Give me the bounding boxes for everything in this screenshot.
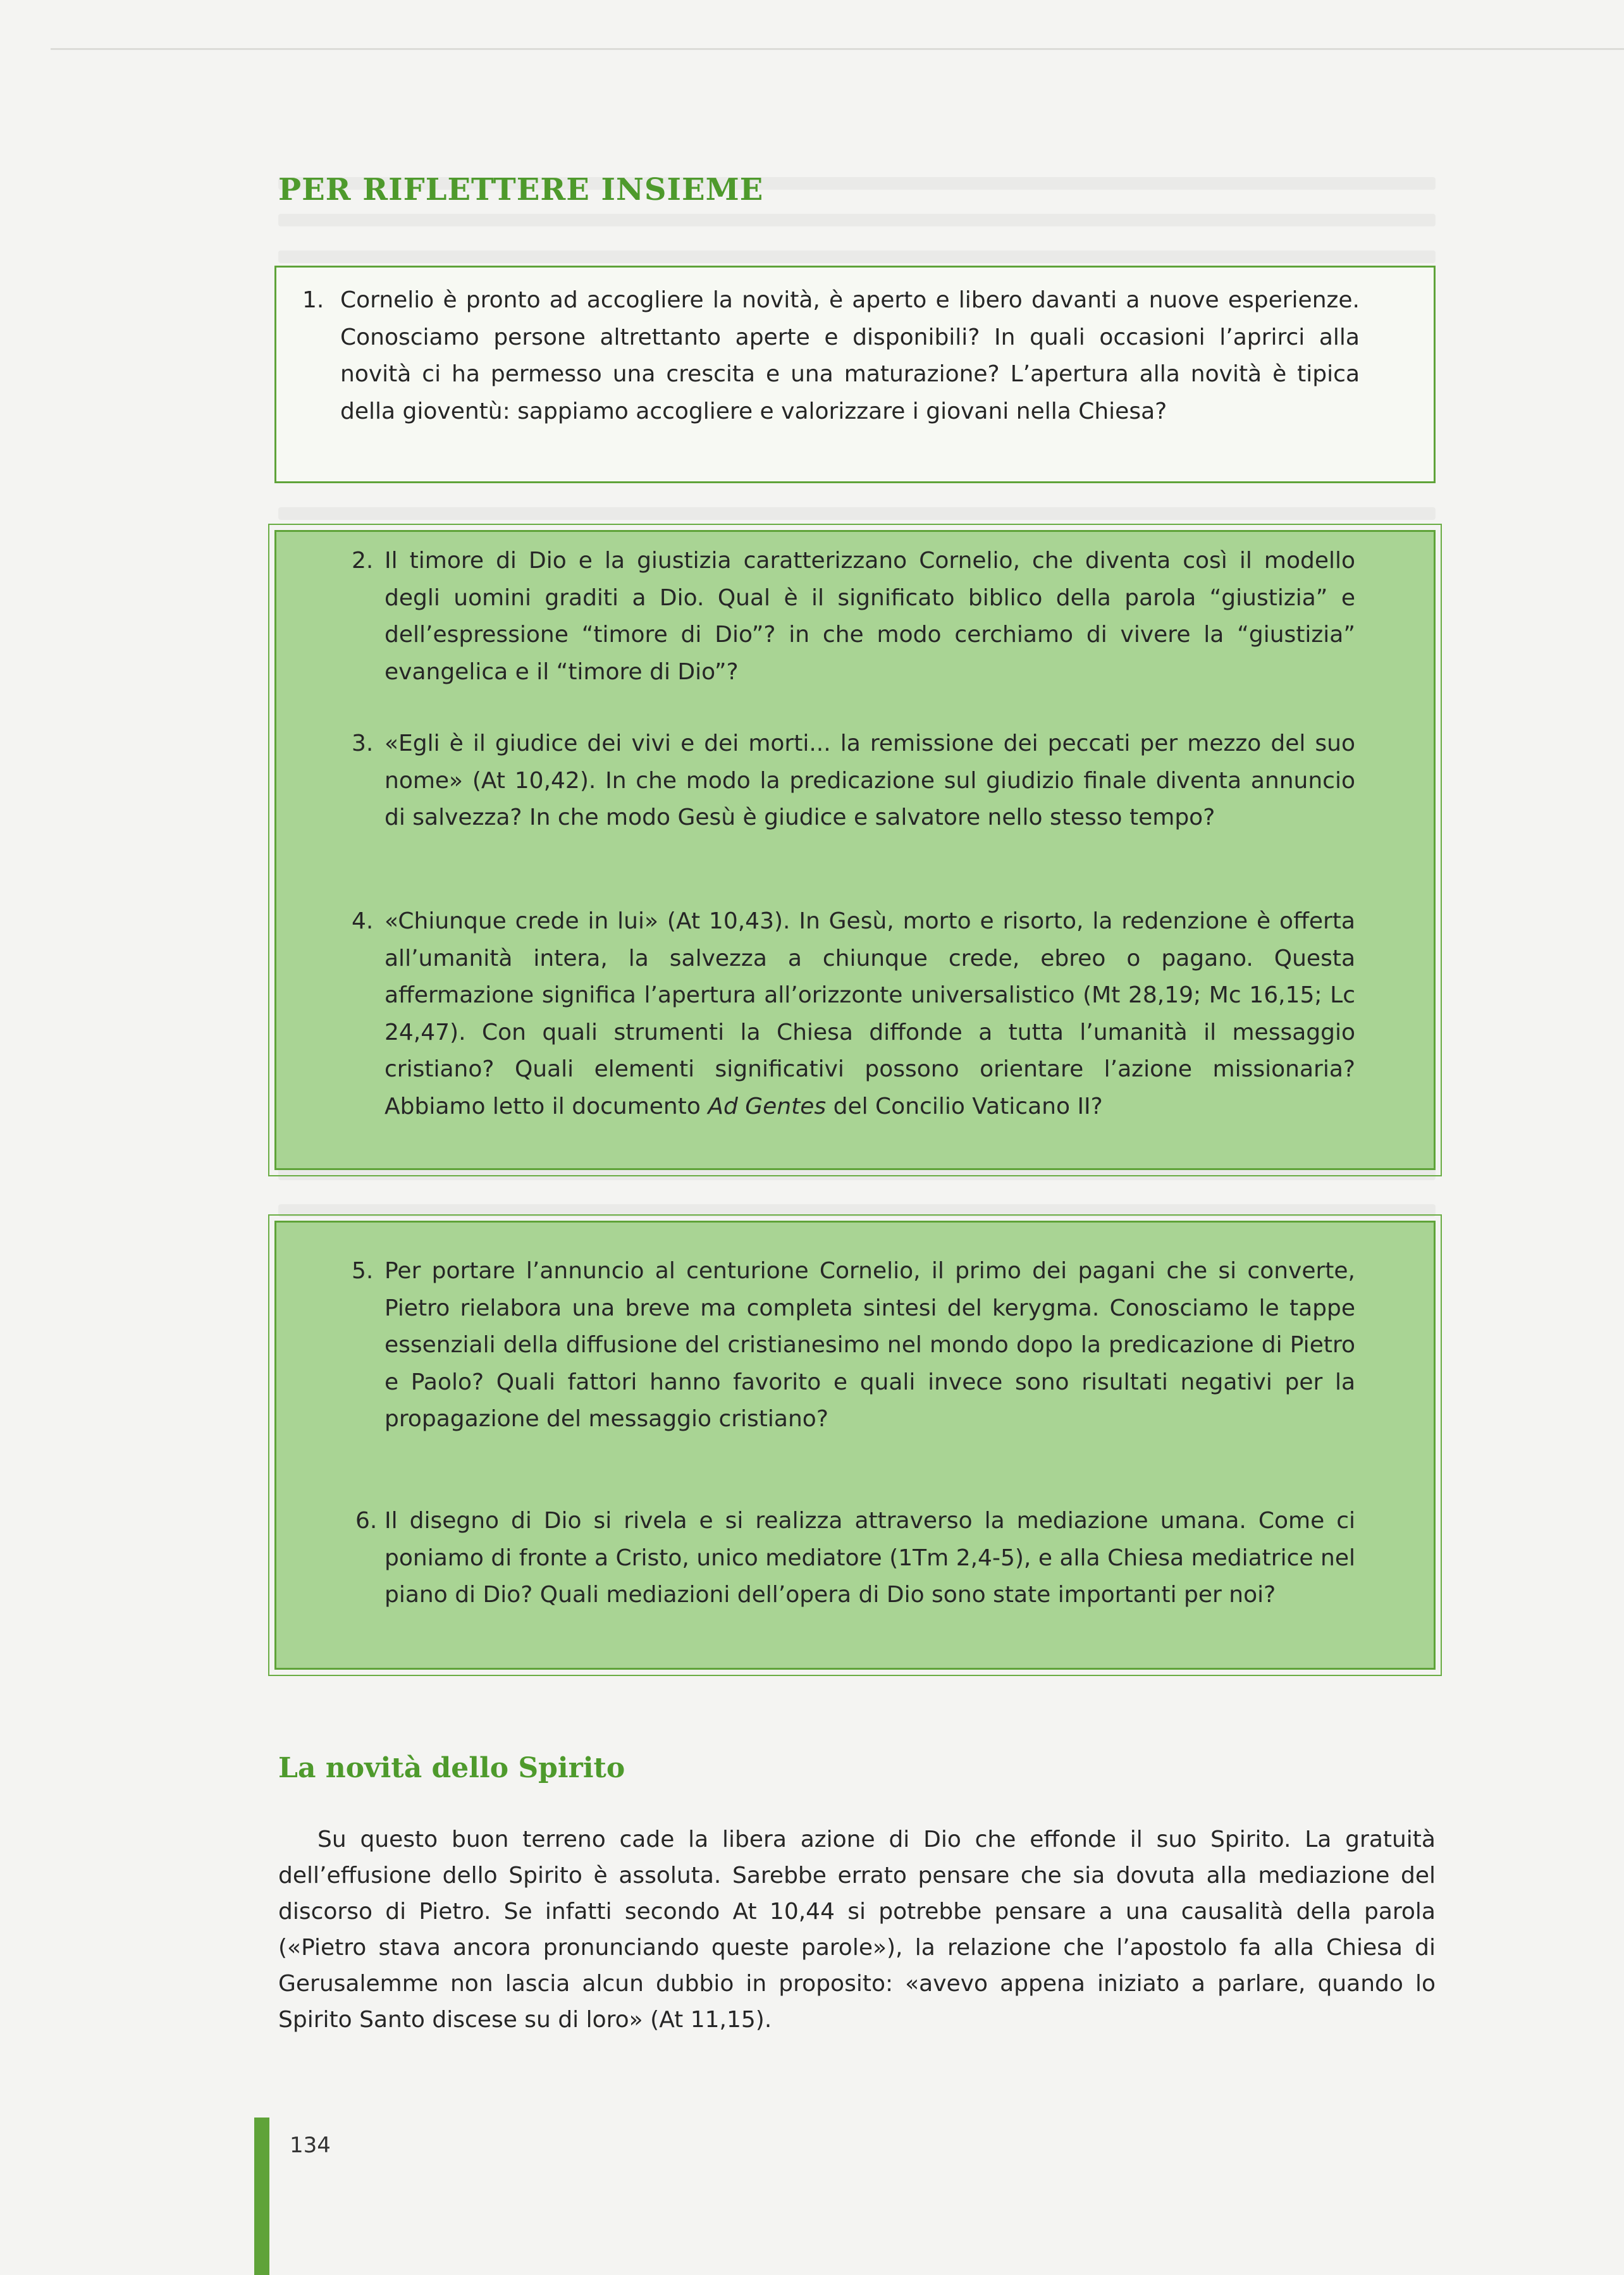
question-text: Il timore di Dio e la giustizia caratterizzano Cornelio, che diventa così il modello degli uomini graditi a Dio. Qual è il significato biblico della parola “giustizia” e dell’espressione “timore di Dio”? in che modo cerchiamo di vivere la “giustizia” evangelica e il “timore di Dio”?	[384, 548, 1355, 685]
body-paragraph: Su questo buon terreno cade la libera azione di Dio che effonde il suo Spirito. La gratuità dell’effusione dello Spirito è assoluta. Sarebbe errato pensare che sia dovuta alla mediazione del discorso di Pietro. Se infatti secondo At 10,44 si potrebbe pensare a una causalità della parola («Pietro stava ancora pronunciando queste parole»), la relazione che l’apostolo fa alla Chiesa di Gerusalemme non lascia alcun dubbio in proposito: «avevo appena iniziato a parlare, quando lo Spirito Santo discese su di loro» (At 11,15).	[278, 1827, 1436, 2033]
question-item-2	[352, 543, 1355, 691]
question-item-5	[352, 1253, 1355, 1438]
question-number: 4.	[352, 908, 374, 934]
question-text-part: del Concilio Vaticano II?	[826, 1093, 1103, 1119]
question-number: 6.	[355, 1508, 378, 1534]
question-item-4	[352, 903, 1355, 1125]
question-text	[384, 903, 1355, 1125]
question-text-part: «Chiunque crede in lui» (At 10,43). In Gesù, morto e risorto, la redenzione è offerta all’umanità intera, la salvezza a chiunque crede, ebreo o pagano. Questa affermazione significa l’apertura all’orizzonte universalistico (Mt 28,19; Mc 16,15; Lc 24,47). Con quali strumenti la Chiesa diffonde a tutta l’umanità il messaggio cristiano? Quali elementi significativi possono orientare l’azione missionaria? Abbiamo letto il documento	[384, 908, 1355, 1119]
question-number: 3.	[352, 731, 374, 756]
question-number: 1.	[302, 287, 324, 313]
question-text: «Egli è il giudice dei vivi e dei morti... la remissione dei peccati per mezzo del suo nome» (At 10,42). In che modo la predicazione sul giudizio finale diventa annuncio di salvezza? In che modo Gesù è giudice e salvatore nello stesso tempo?	[384, 731, 1355, 830]
question-number: 2.	[352, 548, 374, 574]
question-item-3	[352, 725, 1355, 837]
question-number: 5.	[352, 1258, 374, 1284]
question-text: Cornelio è pronto ad accogliere la novità, è aperto e libero davanti a nuove esperienze. Conosciamo persone altrettanto aperte e disponibili? In quali occasioni l’aprirci alla novità ci ha permesso una crescita e una maturazione? L’apertura alla novità è tipica della gioventù: sappiamo accogliere e valorizzare i giovani nella Chiesa?	[340, 287, 1360, 424]
question-item-6	[355, 1503, 1355, 1614]
page-title: PER RIFLETTERE INSIEME	[278, 172, 764, 207]
section-heading: La novità dello Spirito	[278, 1752, 625, 1784]
page-number-bar	[254, 2118, 269, 2275]
top-rule	[51, 48, 1624, 50]
question-text: Il disegno di Dio si rivela e si realizza attraverso la mediazione umana. Come ci poniamo di fronte a Cristo, unico mediatore (1Tm 2,4-5), e alla Chiesa mediatrice nel piano di Dio? Quali mediazioni dell’opera di Dio sono state importanti per noi?	[384, 1508, 1355, 1608]
question-item-1	[302, 282, 1360, 430]
page-number: 134	[290, 2133, 331, 2158]
document-title: Ad Gentes	[708, 1093, 827, 1119]
question-text: Per portare l’annuncio al centurione Cornelio, il primo dei pagani che si converte, Pietro rielabora una breve ma completa sintesi del kerygma. Conosciamo le tappe essenziali della diffusione del cristianesimo nel mondo dopo la predicazione di Pietro e Paolo? Quali fattori hanno favorito e quali invece sono risultati negativi per la propagazione del messaggio cristiano?	[384, 1258, 1355, 1432]
